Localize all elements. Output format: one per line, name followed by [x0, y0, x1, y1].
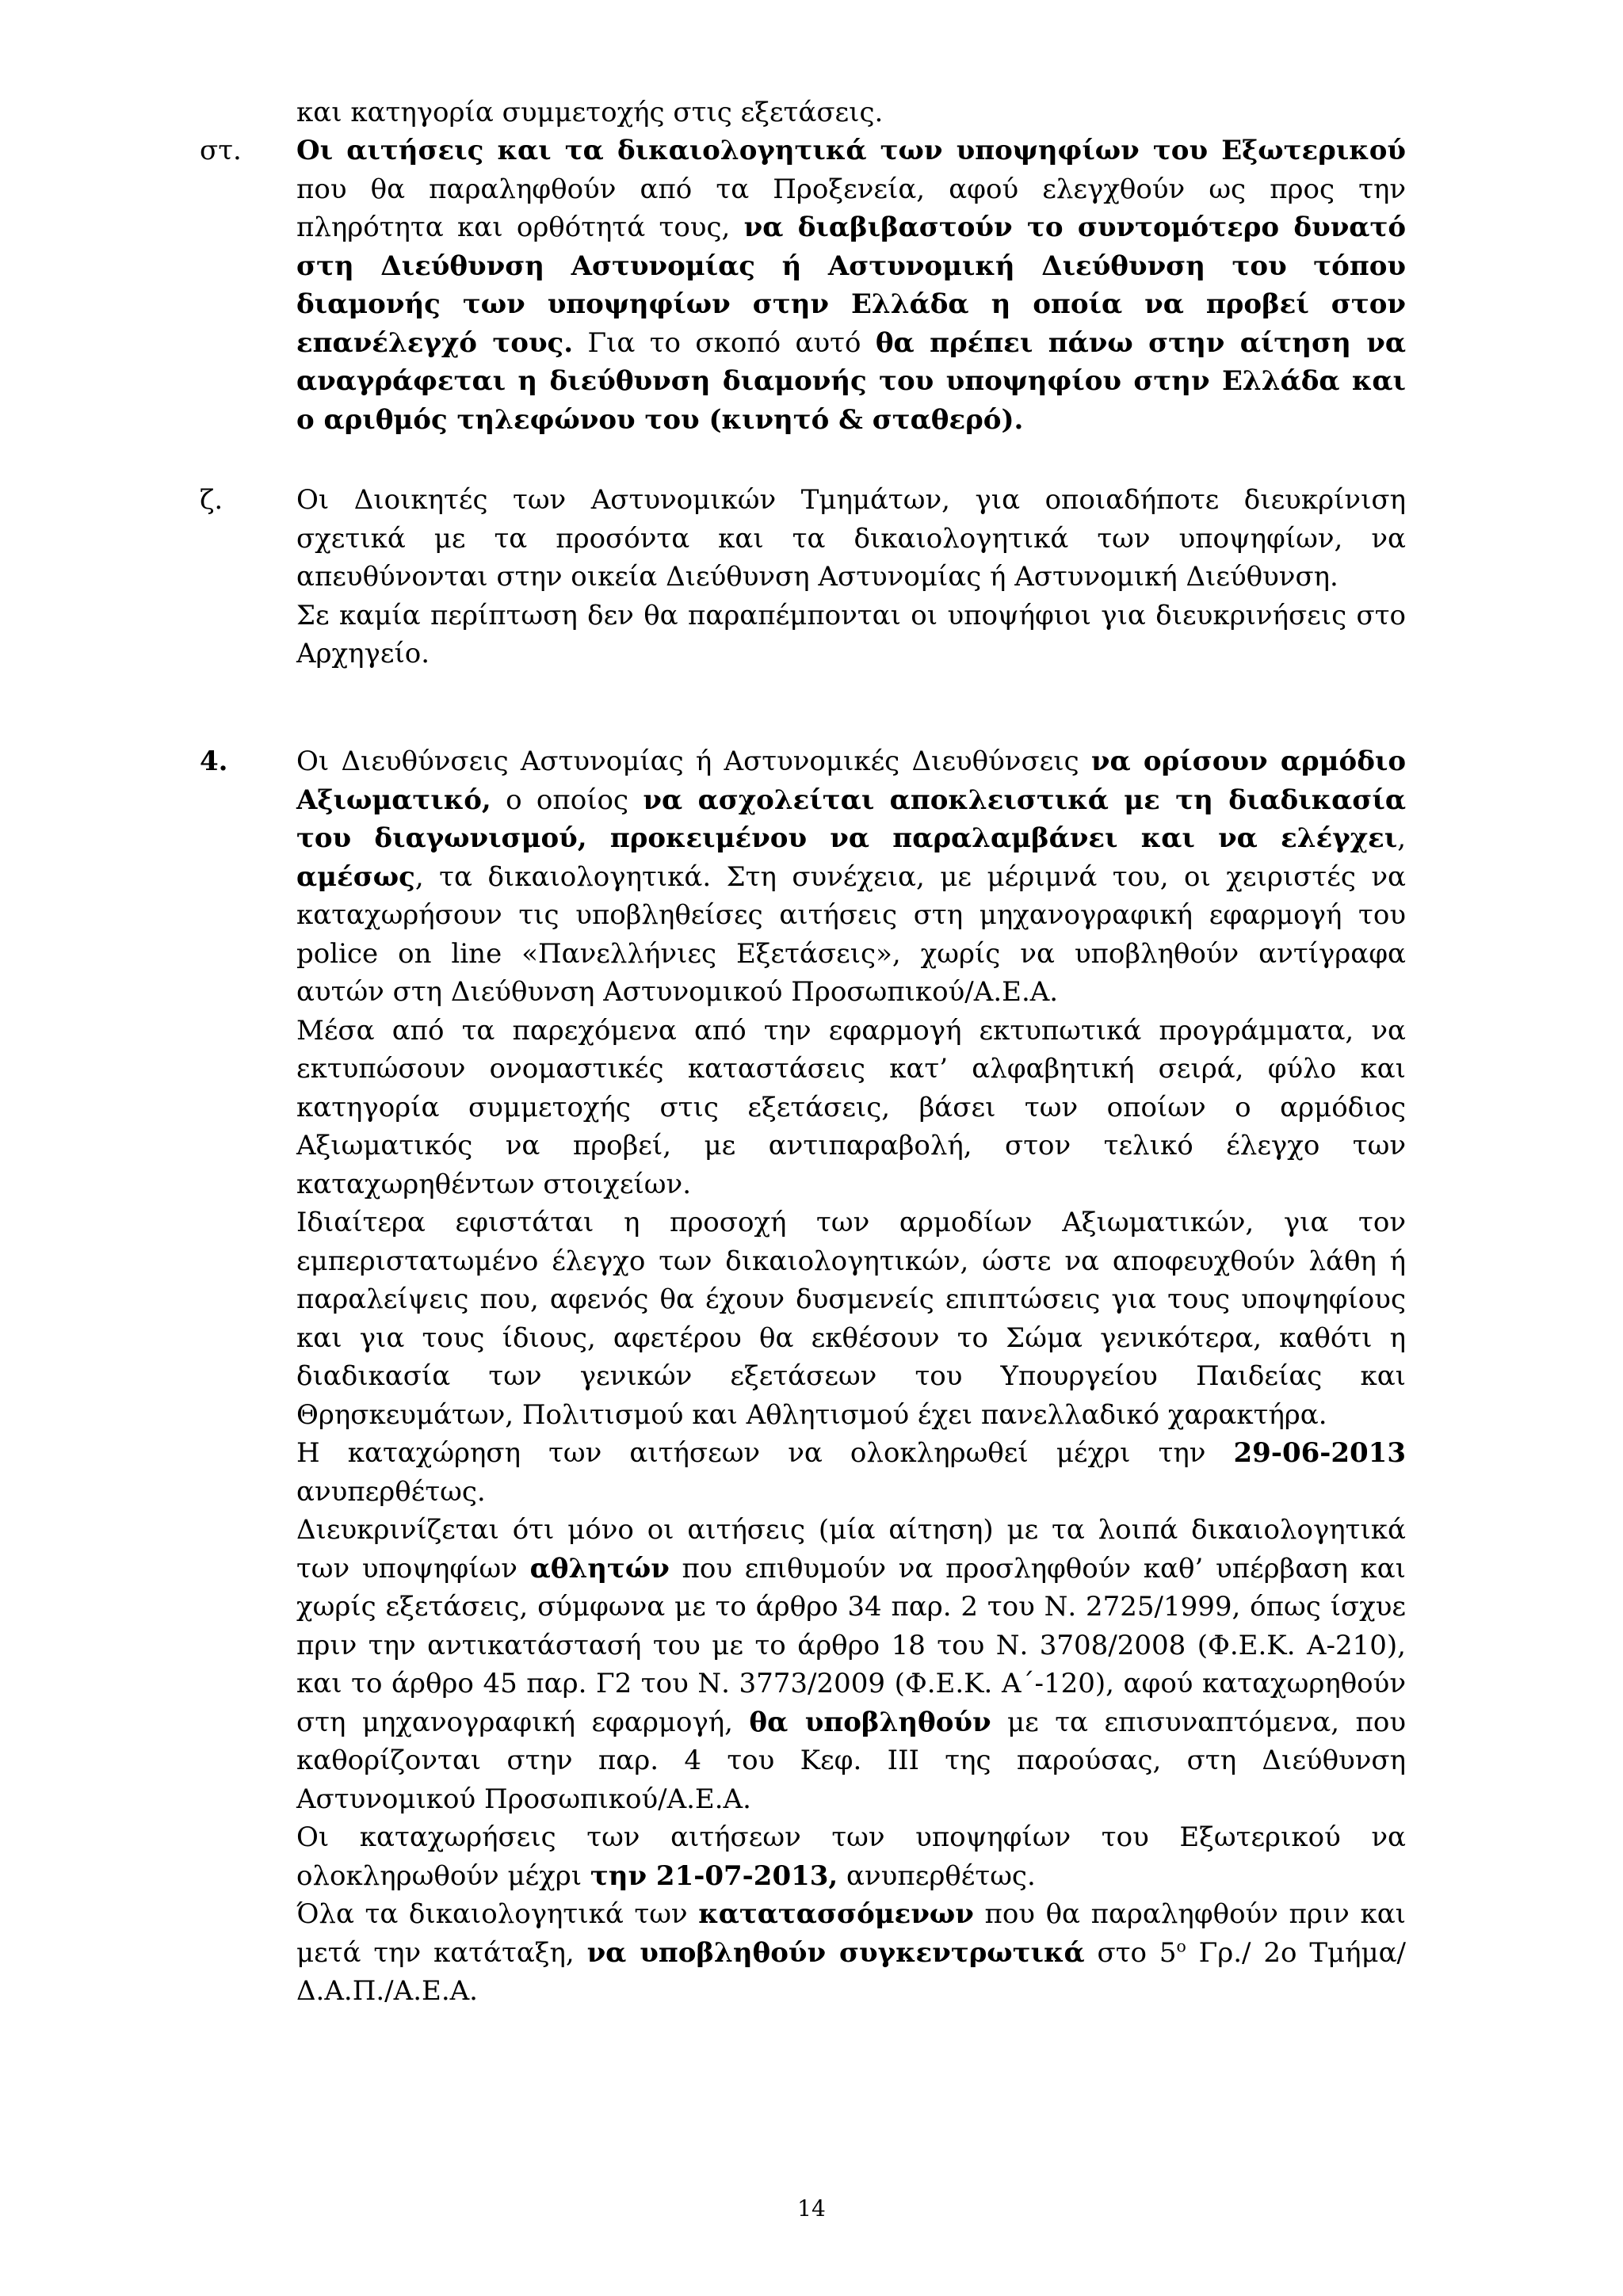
item-4-text-4: [296, 1434, 1406, 1511]
item-4-p5-s5: με τα επισυναπτόμενα, που καθορίζονται στην παρ. 4 του Κεφ. ΙΙΙ της παρούσας, στη Διεύθυνση Αστυνομικού Προσωπικού/Α.Ε.Α.: [296, 1706, 1406, 1815]
item-4-p6-s1: Οι καταχωρήσεις των αιτήσεων των υποψηφίων του Εξωτερικού να ολοκληρωθούν μέχρι: [296, 1821, 1406, 1892]
item-z-paragraph: [296, 481, 1406, 673]
item-4-p5-s1: Διευκρινίζεται ότι μόνο οι αιτήσεις (μία αίτηση) με τα λοιπά δικαιολογητικά των υποψηφίων: [296, 1514, 1406, 1585]
item-st-paragraph: [296, 132, 1406, 439]
item-4-marker: 4.: [200, 746, 228, 777]
item-st-bold-1: Οι αιτήσεις και τα δικαιολογητικά των υποψηφίων του Εξωτερικού: [296, 135, 1406, 166]
item-4-p1-s7: , τα δικαιολογητικά. Στη συνέχεια, με μέριμνά του, οι χειριστές να καταχωρήσουν τις υποβληθείσες αιτήσεις στη μηχανογραφική εφαρμογή του police on line «Πανελλήνιες Εξετάσεις», χωρίς να υποβληθούν αντίγραφα αυτών στη Διεύθυνση Αστυνομικού Προσωπικού/Α.Ε.Α.: [296, 860, 1406, 1008]
item-4-p5-s3: που επιθυμούν να προσληφθούν καθ’ υπέρβαση και χωρίς εξετάσεις, σύμφωνα με το άρθρο 34 παρ. 2 του Ν. 2725/1999, όπως ίσχυε πριν την αντικατάστασή του με το άρθρο 18 του Ν. 3708/2008 (Φ.Ε.Κ. Α-210), και το άρθρο 45 παρ. Γ2 του Ν. 3773/2009 (Φ.Ε.Κ. Α΄-120), αφού καταχωρηθούν στη μηχανογραφική εφαρμογή,: [296, 1552, 1406, 1738]
item-4-p4-s2: 29-06-2013: [1233, 1437, 1406, 1469]
item-st-text-2: που θα παραληφθούν από τα Προξενεία, αφού ελεγχθούν ως προς την πληρότητα και ορθότητά τους,: [296, 173, 1406, 243]
item-4-p1-s3: ο οποίος: [491, 784, 643, 816]
item-4-text-6: [296, 1818, 1406, 1895]
item-st-text: [296, 132, 1406, 439]
item-4-text-5: [296, 1511, 1406, 1818]
item-4-text-1: [296, 742, 1406, 1012]
item-4-p7-s4: να υποβληθούν συγκεντρωτικά: [586, 1936, 1085, 1969]
item-z-text-2: Σε καμία περίπτωση δεν θα παραπέμπονται οι υποψήφιοι για διευκρινήσεις στο Αρχηγείο.: [296, 599, 1406, 669]
item-st-marker: στ.: [200, 135, 242, 166]
item-4-p7-s3: που θα παραληφθούν πριν και μετά την κατάταξη,: [296, 1898, 1406, 1969]
item-4-p4-s3: ανυπερθέτως.: [296, 1475, 486, 1508]
item-4-paragraph: [296, 742, 1406, 2011]
item-4-p1-s2: να ορίσουν αρμόδιο Αξιωματικό,: [296, 746, 1406, 816]
page-number: 14: [797, 2195, 826, 2222]
item-4-p7-superscript: ο: [1176, 1936, 1186, 1956]
item-4-p6-s2: την 21-07-2013,: [590, 1859, 838, 1892]
item-4-p7-s5: στο 5: [1084, 1936, 1177, 1969]
item-z-text-1: Οι Διοικητές των Αστυνομικών Τμημάτων, για οποιαδήποτε διευκρίνιση σχετικά με τα προσόντα και τα δικαιολογητικά των υποψηφίων, να απευθύνονται στην οικεία Διεύθυνση Αστυνομίας ή Αστυνομική Διεύθυνση.: [296, 484, 1406, 593]
intro-line: και κατηγορία συμμετοχής στις εξετάσεις.: [296, 97, 884, 128]
item-z-marker: ζ.: [200, 484, 223, 516]
item-4-text-3: Ιδιαίτερα εφιστάται η προσοχή των αρμοδίων Αξιωματικών, για τον εμπεριστατωμένο έλεγχο των δικαιολογητικών, ώστε να αποφευχθούν λάθη ή παραλείψεις που, αφενός θα έχουν δυσμενείς επιπτώσεις για τους υποψηφίους και για τους ίδιους, αφετέρου θα εκθέσουν το Σώμα γενικότερα, καθότι η διαδικασία των γενικών εξετάσεων του Υπουργείου Παιδείας και Θρησκευμάτων, Πολιτισμού και Αθλητισμού έχει πανελλαδικό χαρακτήρα.: [296, 1207, 1406, 1431]
continuation-text: [296, 93, 1406, 132]
item-4-p1-s5: ,: [1397, 822, 1406, 854]
item-st-text-4: Για το σκοπό αυτό: [573, 326, 876, 359]
item-4-p4-s1: Η καταχώρηση των αιτήσεων να ολοκληρωθεί μέχρι την: [296, 1437, 1234, 1469]
item-4-text-2: Μέσα από τα παρεχόμενα από την εφαρμογή εκτυπωτικά προγράμματα, να εκτυπώσουν ονομαστικές καταστάσεις κατ’ αλφαβητική σειρά, φύλο και κατηγορία συμμετοχής στις εξετάσεις, βάσει των οποίων ο αρμόδιος Αξιωματικός να προβεί, με αντιπαραβολή, στον τελικό έλεγχο των καταχωρηθέντων στοιχείων.: [296, 1014, 1406, 1200]
item-4-p1-s1: Οι Διευθύνσεις Αστυνομίας ή Αστυνομικές Διευθύνσεις: [296, 746, 1091, 777]
item-4-p7-s2: κατατασσόμενων: [698, 1898, 974, 1930]
item-4-p5-s4: θα υποβληθούν: [749, 1706, 991, 1738]
item-4-text-7: [296, 1895, 1406, 2011]
item-4-p7-s7: Γρ./ 2ο Τμήμα/Δ.Α.Π./Α.Ε.Α.: [296, 1936, 1406, 2007]
item-st-bold-5: θα πρέπει πάνω στην αίτηση να αναγράφεται η διεύθυνση διαμονής του υποψηφίου στην Ελλάδα και ο αριθμός τηλεφώνου του (κινητό & σταθερό).: [296, 326, 1406, 436]
item-4-p1-s6: αμέσως: [296, 860, 415, 893]
item-st-bold-3: να διαβιβαστούν το συντομότερο δυνατό στη Διεύθυνση Αστυνομίας ή Αστυνομική Διεύθυνση του τόπου διαμονής των υποψηφίων στην Ελλάδα η οποία να προβεί στον επανέλεγχό τους.: [296, 212, 1406, 359]
item-4-p1-s4: να ασχολείται αποκλειστικά με τη διαδικασία του διαγωνισμού, προκειμένου να παραλαμβάνει και να ελέγχει: [296, 784, 1406, 854]
item-4-p5-s2: αθλητών: [529, 1552, 670, 1585]
item-4-p6-s3: ανυπερθέτως.: [838, 1859, 1036, 1892]
item-4-p7-s1: Όλα τα δικαιολογητικά των: [296, 1898, 699, 1930]
